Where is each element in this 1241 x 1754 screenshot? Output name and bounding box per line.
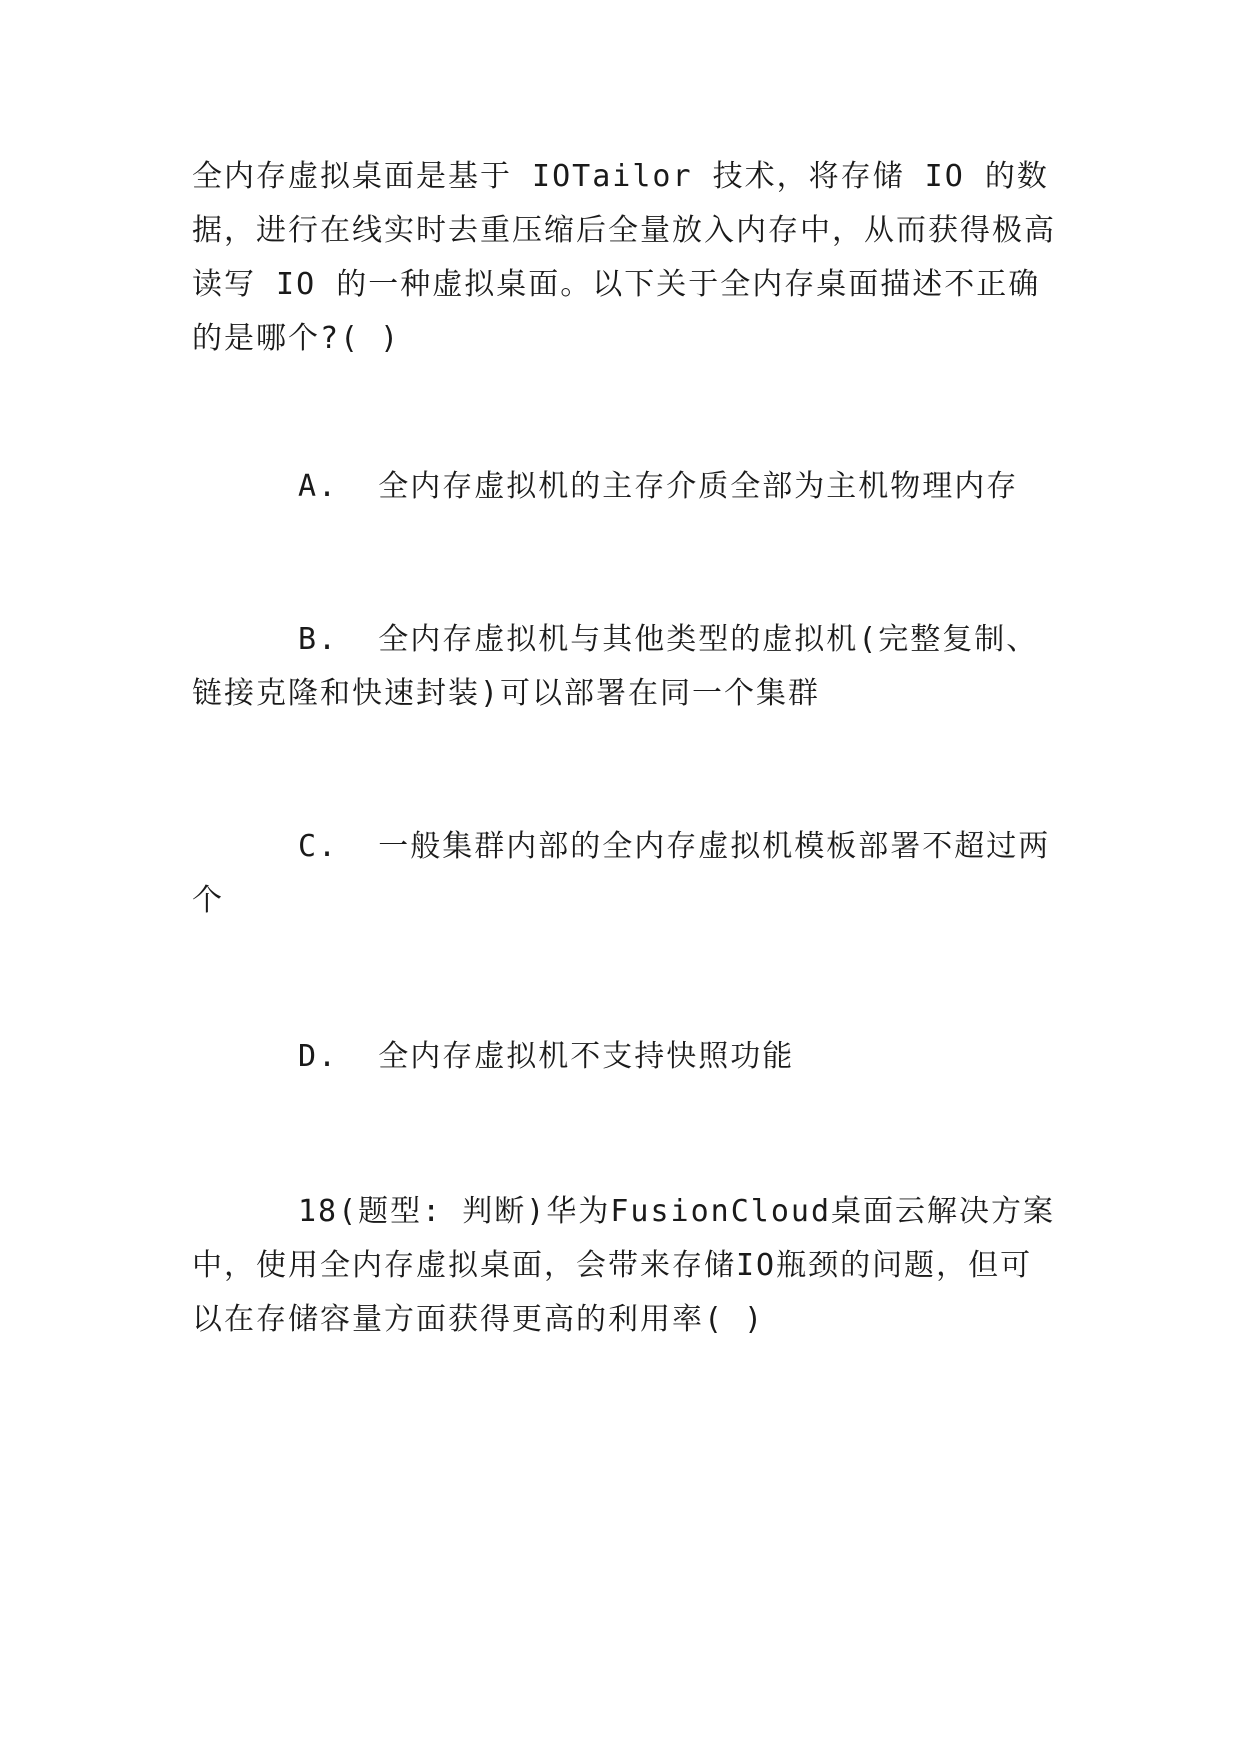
option-c-label: C.: [298, 829, 339, 864]
option-a-text: 全内存虚拟机的主存介质全部为主机物理内存: [378, 469, 1019, 504]
option-d-label: D.: [298, 1039, 339, 1074]
option-b-label: B.: [298, 622, 339, 657]
option-d-text: 全内存虚拟机不支持快照功能: [378, 1039, 795, 1074]
option-c: [192, 820, 1062, 928]
option-b-text: 全内存虚拟机与其他类型的虚拟机(完整复制、链接克隆和快速封装)可以部署在同一个集群: [192, 622, 1039, 711]
option-a: [192, 460, 1062, 514]
option-b: [192, 613, 1062, 721]
option-a-label: A.: [298, 469, 339, 504]
option-d: [192, 1030, 1062, 1084]
question-18-text: 18(题型: 判断)华为FusionCloud桌面云解决方案中，使用全内存虚拟桌面，会带来存储IO瓶颈的问题，但可以在存储容量方面获得更高的利用率( ): [192, 1194, 1056, 1337]
option-c-text: 一般集群内部的全内存虚拟机模板部署不超过两个: [192, 829, 1051, 918]
question-17-stem: 全内存虚拟桌面是基于 IOTailor 技术，将存储 IO 的数据，进行在线实时去重压缩后全量放入内存中，从而获得极高读写 IO 的一种虚拟桌面。以下关于全内存桌面描述不正确的是哪个?( ): [192, 159, 1056, 356]
